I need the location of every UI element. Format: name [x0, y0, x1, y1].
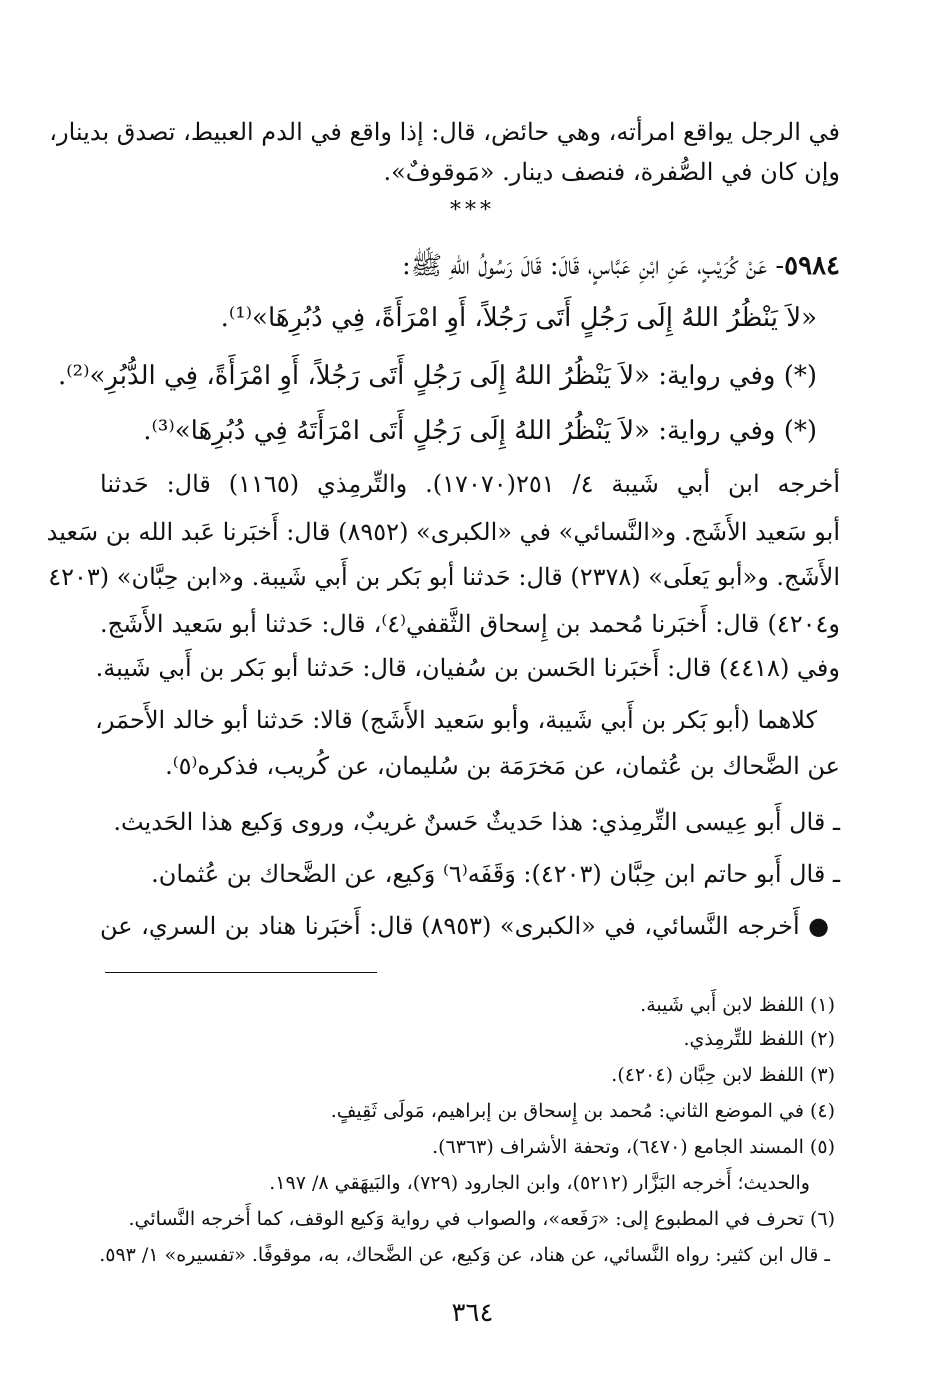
footnote: (٤) في الموضع الثاني: مُحمد بن إِسحاق بن إبراهيم، مَولَى ثَقِيفٍ.	[330, 1100, 835, 1122]
hadith-number: ٥٩٨٤	[784, 251, 840, 281]
footnote: والحديث؛ أَخرجه البَزَّار (٥٢١٢)، وابن الجارود (٧٢٩)، والبَيهَقي ٨/ ١٩٧.	[269, 1172, 810, 1194]
page-number: ٣٦٤	[451, 1298, 494, 1328]
footnote-rule	[105, 972, 377, 973]
hadith-line: - عَنْ كُرَيْبٍ، عَنِ ابْنِ عَبَّاسٍ، قَالَ: قَالَ رَسُولُ اللهِ ﷺ:	[401, 251, 785, 281]
takhrij-line: و٤٢٠٤) قال: أَخبَرنا مُحمد بن إِسحاق الثَّقفي⁽٤⁾، قال: حَدثنا أبو سَعيد الأَشَج.	[100, 610, 840, 638]
footnote: (٦) تحرف في المطبوع إلى: «رَفَعه»، والصواب في رواية وَكيع الوقف، كما أَخرجه النَّسائي.	[128, 1208, 835, 1230]
footnote: (٣) اللفظ لابن حِبَّان (٤٢٠٤).	[611, 1064, 835, 1086]
takhrij-line: ـ قال أَبو عِيسى التِّرمِذي: هذا حَديثٌ حَسنٌ غريبٌ، وروى وَكيع هذا الحَديث.	[113, 808, 840, 836]
takhrij-line: ● أَخرجه النَّسائي، في «الكبرى» (٨٩٥٣) قال: أَخبَرنا هناد بن السري، عن	[100, 912, 831, 940]
takhrij-line: ـ قال أَبو حاتم ابن حِبَّان (٤٢٠٣): وَقَفَه⁽٦⁾ وَكيع، عن الضَّحاك بن عُثمان.	[151, 860, 840, 888]
takhrij-line: أبو سَعيد الأَشَج. و«النَّسائي» في «الكبرى» (٨٩٥٢) قال: أَخبَرنا عَبد الله بن سَعيد	[46, 518, 840, 546]
hadith-line: (*) وفي رواية: «لاَ يَنْظُرُ اللهُ إِلَى رَجُلٍ أَتَى امْرَأَتَهُ فِي دُبُرِهَا»⁽³⁾.	[143, 416, 817, 446]
takhrij-line: وفي (٤٤١٨) قال: أَخبَرنا الحَسن بن سُفيان، قال: حَدثنا أبو بَكر بن أَبي شَيبة.	[95, 654, 840, 682]
footnote: (١) اللفظ لابن أَبي شَيبة.	[640, 994, 835, 1016]
section-separator: ***	[450, 198, 495, 223]
text-line: في الرجل يواقع امرأته، وهي حائض، قال: إذا واقع في الدم العبيط، تصدق بدينار،	[49, 118, 840, 146]
hadith-heading	[100, 246, 840, 286]
hadith-line: «لاَ يَنْظُرُ اللهُ إِلَى رَجُلٍ أَتَى رَجُلاً، أَوِ امْرَأَةً، فِي دُبُرِهَا»⁽¹⁾.	[220, 303, 817, 333]
text-line: وإن كان في الصُّفرة، فنصف دينار. «مَوقوفٌ».	[383, 158, 840, 186]
takhrij-line: الأَشَج. و«أبو يَعلَى» (٢٣٧٨) قال: حَدثنا أبو بَكر بن أَبي شَيبة. و«ابن حِبَّان» (٤٢٠٣	[48, 563, 840, 591]
footnote: (٥) المسند الجامع (٦٤٧٠)، وتحفة الأشراف (٦٣٦٣).	[432, 1136, 835, 1158]
takhrij-line: أخرجه ابن أبي شَيبة ٤/ ٢٥١(١٧٠٧٠). والتِّرمِذي (١١٦٥) قال: حَدثنا	[100, 470, 840, 498]
takhrij-line: عن الضَّحاك بن عُثمان، عن مَخرَمَة بن سُليمان، عن كُريب، فذكره⁽٥⁾.	[165, 752, 840, 780]
takhrij-line: كلاهما (أبو بَكر بن أَبي شَيبة، وأبو سَعيد الأَشَج) قالا: حَدثنا أبو خالد الأَحمَر،	[95, 706, 817, 734]
footnote: ـ قال ابن كثير: رواه النَّسائي، عن هناد، عن وَكيع، عن الضَّحاك، به، موقوفًا. «تفسيره» ١/ ٥٩٣.	[99, 1244, 830, 1266]
footnote: (٢) اللفظ للتِّرمِذي.	[683, 1028, 835, 1050]
hadith-line: (*) وفي رواية: «لاَ يَنْظُرُ اللهُ إِلَى رَجُلٍ أَتَى رَجُلاً، أَوِ امْرَأَةً، فِي الدُّبُرِ»⁽²⁾.	[57, 361, 817, 391]
